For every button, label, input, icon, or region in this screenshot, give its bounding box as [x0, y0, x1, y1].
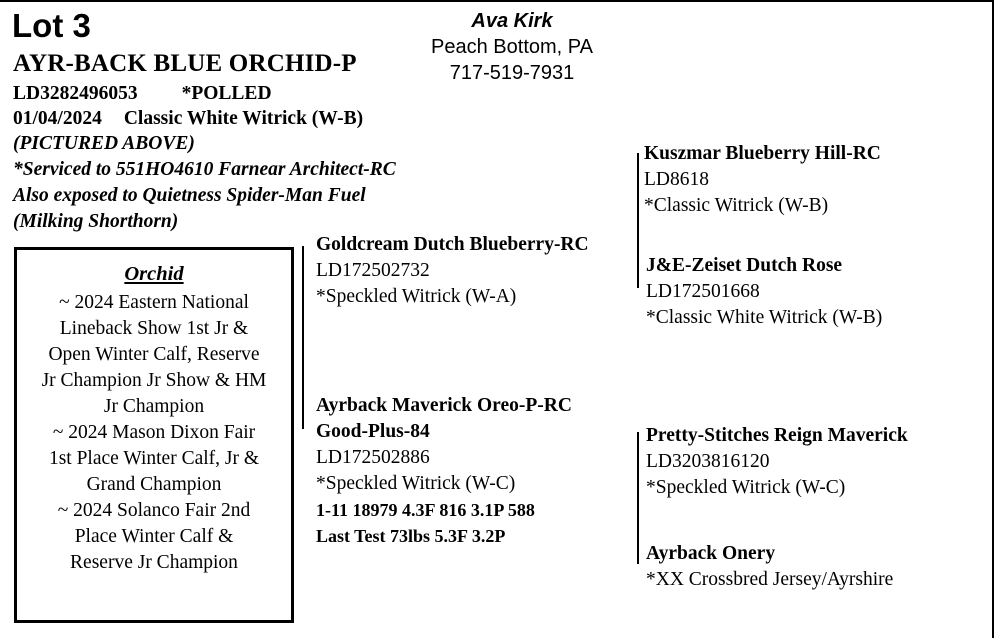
awards-line: Jr Champion Jr Show & HM	[41, 370, 267, 391]
sire-dam-class: *Classic White Witrick (W-B)	[646, 307, 883, 328]
sire-sire-class: *Classic Witrick (W-B)	[644, 195, 829, 216]
sire-name: Goldcream Dutch Blueberry-RC	[316, 234, 589, 255]
dam-sire-reg: LD3203816120	[646, 451, 770, 472]
dam-class: *Speckled Witrick (W-C)	[316, 473, 516, 494]
awards-box	[14, 247, 294, 623]
awards-line: Lineback Show 1st Jr &	[59, 318, 249, 339]
awards-line: Reserve Jr Champion	[70, 552, 238, 573]
dam-sire-class: *Speckled Witrick (W-C)	[646, 477, 846, 498]
sire-class: *Speckled Witrick (W-A)	[316, 286, 517, 307]
sire-reg: LD172502732	[316, 260, 430, 281]
dam-score: Good-Plus-84	[316, 421, 430, 442]
animal-note-breed: (Milking Shorthorn)	[13, 211, 179, 232]
awards-text	[23, 290, 285, 576]
animal-note-serviced: *Serviced to 551HO4610 Farnear Architect-RC	[13, 159, 396, 180]
page-top-border	[0, 0, 994, 2]
awards-line: 1st Place Winter Calf, Jr &	[48, 448, 260, 469]
animal-note-exposed: Also exposed to Quietness Spider-Man Fuel	[13, 185, 366, 206]
dam-name: Ayrback Maverick Oreo-P-RC	[316, 395, 572, 416]
animal-birth-line	[13, 107, 363, 131]
sire-sire-reg: LD8618	[644, 169, 709, 190]
pedigree-dam	[316, 393, 572, 549]
animal-birth-date: 01/04/2024	[13, 108, 102, 129]
owner-phone: 717-519-7931	[449, 62, 575, 84]
owner-block	[412, 8, 612, 86]
pedigree-sire	[316, 232, 589, 310]
pedigree-parents-bracket	[302, 246, 304, 429]
sire-dam-reg: LD172501668	[646, 281, 760, 302]
pedigree-sire-side-bracket	[637, 153, 639, 288]
animal-reg-line	[13, 82, 272, 106]
awards-line: Place Winter Calf &	[74, 526, 234, 547]
dam-last-test: Last Test 73lbs 5.3F 3.2P	[316, 526, 506, 546]
sire-sire-name: Kuszmar Blueberry Hill-RC	[644, 143, 881, 164]
animal-note-pictured: (PICTURED ABOVE)	[13, 133, 195, 154]
dam-sire-name: Pretty-Stitches Reign Maverick	[646, 425, 908, 446]
pedigree-sire-dam	[646, 253, 882, 331]
animal-polled: *POLLED	[181, 83, 272, 104]
animal-breed-class: Classic White Witrick (W-B)	[123, 108, 364, 129]
dam-record: 1-11 18979 4.3F 816 3.1P 588	[316, 500, 535, 520]
awards-title: Orchid	[124, 263, 184, 285]
sire-dam-name: J&E-Zeiset Dutch Rose	[646, 255, 843, 276]
pedigree-sire-sire	[644, 141, 881, 219]
animal-reg-number: LD3282496053	[13, 83, 138, 104]
awards-line: ~ 2024 Eastern National	[59, 292, 249, 313]
owner-name: Ava Kirk	[471, 10, 553, 32]
awards-line: Jr Champion	[103, 396, 205, 417]
pedigree-dam-dam	[646, 541, 893, 593]
dam-dam-class: *XX Crossbred Jersey/Ayrshire	[646, 569, 894, 590]
pedigree-dam-sire	[646, 423, 908, 501]
awards-line: Open Winter Calf, Reserve	[48, 344, 260, 365]
dam-dam-name: Ayrback Onery	[646, 543, 776, 564]
awards-line: ~ 2024 Solanco Fair 2nd	[57, 500, 251, 521]
awards-line: Grand Champion	[86, 474, 222, 495]
awards-line: ~ 2024 Mason Dixon Fair	[52, 422, 256, 443]
lot-number: Lot 3	[12, 7, 91, 44]
dam-reg: LD172502886	[316, 447, 430, 468]
pedigree-dam-side-bracket	[637, 432, 639, 564]
animal-name: AYR-BACK BLUE ORCHID-P	[13, 50, 357, 77]
owner-location: Peach Bottom, PA	[431, 36, 593, 58]
